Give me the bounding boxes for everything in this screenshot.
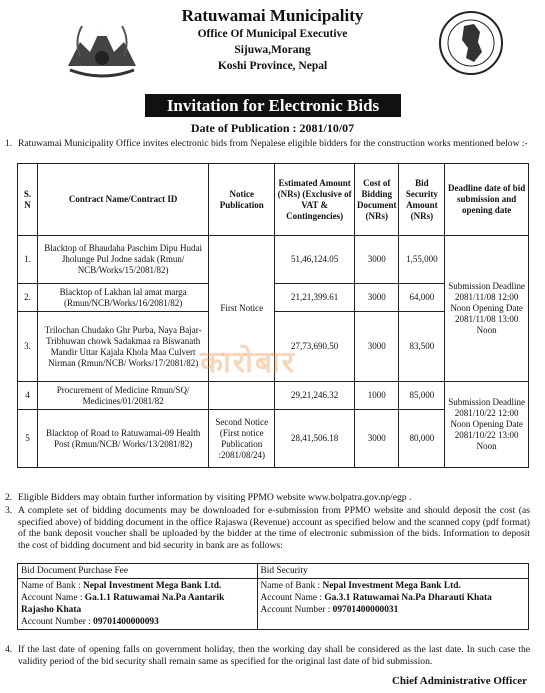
table-row bbox=[18, 236, 529, 284]
account-number-label: Account Number : bbox=[21, 617, 94, 627]
sec-account-number: 09701400000031 bbox=[332, 605, 399, 615]
row-cost: 3000 bbox=[354, 284, 398, 312]
row-sn: 3. bbox=[18, 312, 38, 382]
row-security: 85,000 bbox=[399, 382, 445, 410]
header-deadline: Deadline date of bid submission and opening date bbox=[445, 164, 529, 236]
account-name-label: Account Name : bbox=[260, 593, 325, 603]
sec-bank-name: Nepal Investment Mega Bank Ltd. bbox=[322, 581, 461, 591]
paragraph-text: Eligible Bidders may obtain further information by visiting PPMO website www.bolpatra.gov.np/egp . bbox=[18, 492, 412, 503]
row-sn: 1. bbox=[18, 236, 38, 284]
signature-title: Chief Administrative Officer bbox=[391, 675, 527, 687]
row-amount: 51,46,124.05 bbox=[275, 236, 355, 284]
row-security: 1,55,000 bbox=[399, 236, 445, 284]
sec-bank-line bbox=[261, 580, 525, 592]
account-number-label: Account Number : bbox=[260, 605, 333, 615]
table-row bbox=[18, 382, 529, 410]
publication-date: Date of Publication : 2081/10/07 bbox=[190, 121, 355, 135]
holiday-paragraph bbox=[5, 644, 530, 667]
row-security: 83,500 bbox=[399, 312, 445, 382]
row-contract: Blacktop of Road to Ratuwamai-09 Health Post (Rmun/NCB/ Works/13/2081/82) bbox=[37, 410, 208, 468]
first-notice-cell-continued bbox=[209, 382, 275, 410]
row-amount: 28,41,506.18 bbox=[275, 410, 355, 468]
office-address: Sijuwa,Morang bbox=[234, 44, 311, 56]
paragraph-text: A complete set of bidding documents may be downloaded for e-submission from PPMO website and should deposit the cost (as specified above) of bidding document in the office Rajaswa (Revenue) account as specified below and the scanned copy (pdf format) of the bank deposit voucher shall be uploaded by the bidder at the time of electronic submission of the bids. Information to deposit the cost of bidding document and bid security in bank are as follows: bbox=[18, 505, 530, 551]
fee-bank-line bbox=[21, 580, 254, 592]
info-paragraph bbox=[5, 492, 530, 504]
fee-account-number: 09701400000093 bbox=[93, 617, 159, 627]
fee-account-name: Ga.1.1 Ratuwamai Na.Pa Aantarik Rajasho Khata bbox=[21, 593, 225, 615]
sec-account-number-line bbox=[261, 604, 525, 616]
row-security: 64,000 bbox=[399, 284, 445, 312]
fee-account-number-line bbox=[21, 616, 254, 628]
paragraph-text: Ratuwamai Municipality Office invites electronic bids from Nepalese eligible bidders for the construction works mentioned below :- bbox=[18, 138, 528, 149]
deadline-group-2: Submission Deadline 2081/10/22 12:00 Noon Opening Date 2081/10/22 13:00 Noon bbox=[445, 382, 529, 468]
bank-header-row bbox=[18, 564, 529, 579]
intro-paragraph bbox=[5, 138, 530, 150]
security-bank-details bbox=[257, 579, 528, 630]
row-cost: 3000 bbox=[354, 312, 398, 382]
bank-label: Name of Bank : bbox=[260, 581, 323, 591]
row-sn: 2. bbox=[18, 284, 38, 312]
municipality-name: Ratuwamai Municipality bbox=[181, 6, 364, 25]
documents-paragraph bbox=[5, 505, 530, 551]
row-contract: Procurement of Medicine Rmun/SQ/ Medicines/01/2081/82 bbox=[37, 382, 208, 410]
header-cost: Cost of Bidding Document (NRs) bbox=[354, 164, 398, 236]
paragraph-number: 4. bbox=[5, 644, 13, 655]
security-title: Bid Security bbox=[257, 564, 528, 579]
row-cost: 1000 bbox=[354, 382, 398, 410]
row-amount: 27,73,690.50 bbox=[275, 312, 355, 382]
paragraph-text: If the last date of opening falls on government holiday, then the working day shall be considered as the last date. In such case the validity period of the bid security shall remain same as specified for the original last date of bid submission. bbox=[18, 644, 530, 667]
first-notice-cell: First Notice bbox=[209, 236, 275, 382]
fee-bank-details bbox=[18, 579, 258, 630]
bank-label: Name of Bank : bbox=[21, 581, 83, 591]
notice-title-banner: Invitation for Electronic Bids bbox=[145, 94, 401, 117]
paragraph-number: 1. bbox=[5, 138, 13, 149]
header-notice: Notice Publication bbox=[209, 164, 275, 236]
row-contract: Blacktop of Lakhan lal amat marga (Rmun/NCB/Works/16/2081/82) bbox=[37, 284, 208, 312]
row-security: 80,000 bbox=[399, 410, 445, 468]
fee-title: Bid Document Purchase Fee bbox=[18, 564, 258, 579]
letterhead bbox=[0, 6, 545, 74]
fee-bank-name: Nepal Investment Mega Bank Ltd. bbox=[82, 581, 222, 591]
bank-details-table bbox=[17, 563, 529, 630]
row-amount: 21,21,399.61 bbox=[275, 284, 355, 312]
bids-table bbox=[17, 163, 529, 468]
header-sn: S. N bbox=[18, 164, 38, 236]
province-name: Koshi Province, Nepal bbox=[217, 60, 328, 72]
row-sn: 5 bbox=[18, 410, 38, 468]
watermark-logo: कारोबार bbox=[200, 345, 297, 380]
second-notice-cell: Second Notice (First notice Publication :2081/08/24) bbox=[209, 410, 275, 468]
row-cost: 3000 bbox=[354, 410, 398, 468]
paragraph-number: 2. bbox=[5, 492, 13, 503]
row-contract: Blacktop of Bhaudaha Paschim Dipu Hudai Jholunge Pul Jodne sadak (Rmun/ NCB/Works/15/2081/82) bbox=[37, 236, 208, 284]
header-amount: Estimated Amount (NRs) (Exclusive of VAT & Contingencies) bbox=[275, 164, 355, 236]
row-sn: 4 bbox=[18, 382, 38, 410]
paragraph-number: 3. bbox=[5, 505, 13, 516]
fee-account-name-line bbox=[21, 592, 254, 616]
header-security: Bid Security Amount (NRs) bbox=[399, 164, 445, 236]
sec-account-name-line bbox=[261, 592, 525, 604]
header-contract: Contract Name/Contract ID bbox=[37, 164, 208, 236]
bank-details-row bbox=[18, 579, 529, 630]
sec-account-name: Ga.3.1 Ratuwamai Na.Pa Dharauti Khata bbox=[324, 593, 492, 603]
row-cost: 3000 bbox=[354, 236, 398, 284]
office-name: Office Of Municipal Executive bbox=[197, 28, 348, 40]
account-name-label: Account Name : bbox=[21, 593, 85, 603]
row-contract: Trilochan Chudako Ghr Purba, Naya Bajar-Tribhuwan chowk Sadakmaa ra Biswanath Mandir Uttar Kajala Khola Maa Culvert Nirman (Rmun/NCB/ Works/17/2081/82) bbox=[37, 312, 208, 382]
deadline-group-1: Submission Deadline 2081/11/08 12:00 Noon Opening Date 2081/11/08 13:00 Noon bbox=[445, 236, 529, 382]
table-header-row bbox=[18, 164, 529, 236]
row-amount: 29,21,246.32 bbox=[275, 382, 355, 410]
